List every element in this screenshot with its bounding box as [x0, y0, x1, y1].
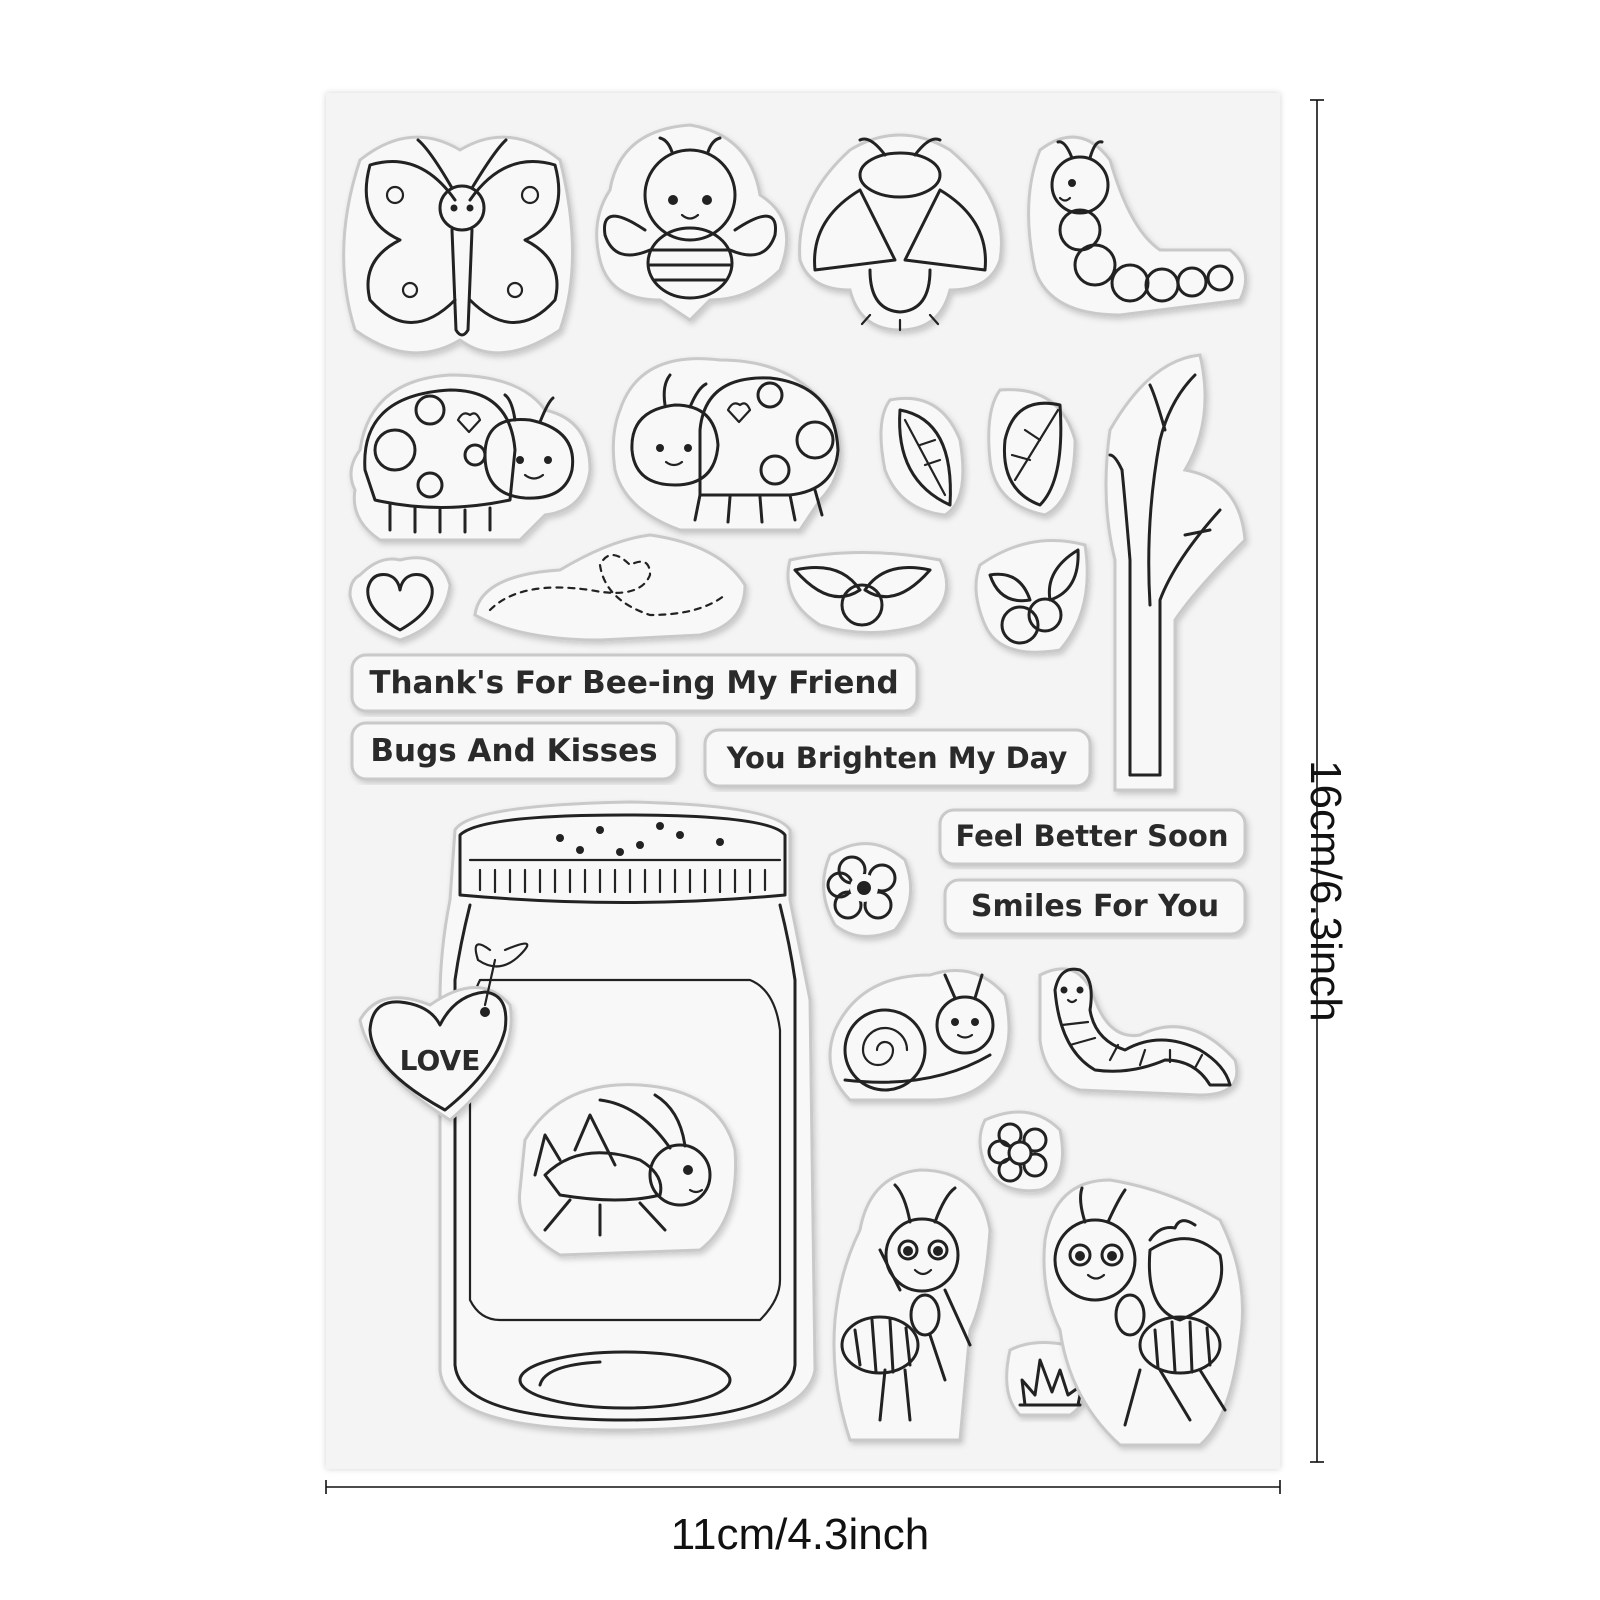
flower-icon	[980, 1112, 1063, 1191]
width-dimension-line	[326, 1480, 1280, 1494]
butterfly-icon	[344, 137, 573, 353]
berries-icon	[788, 553, 947, 633]
firefly-icon	[800, 135, 1002, 330]
grasshopper-icon	[520, 1085, 736, 1255]
phrase-bugs: Bugs And Kisses	[370, 733, 658, 769]
phrase-brighten-stamp	[705, 730, 1090, 786]
branch-icon	[1106, 355, 1245, 790]
bee-icon	[597, 125, 787, 320]
love-tag-label: LOVE	[399, 1044, 481, 1077]
flight-path-icon	[475, 535, 745, 640]
phrase-bugs-stamp	[352, 723, 677, 779]
phrase-smiles: Smiles For You	[970, 889, 1220, 924]
width-label: 11cm/4.3inch	[670, 1510, 930, 1559]
ladybug-icon	[351, 375, 590, 540]
worm-icon	[1040, 969, 1237, 1095]
phrase-brighten: You Brighten My Day	[726, 741, 1068, 775]
ant-icon	[834, 1170, 990, 1440]
phrase-friend-stamp	[352, 655, 917, 711]
heart-icon	[350, 558, 450, 640]
phrase-better-stamp	[940, 810, 1245, 864]
ladybug-icon	[613, 359, 840, 530]
phrase-better: Feel Better Soon	[955, 819, 1229, 853]
snail-icon	[830, 971, 1009, 1101]
caterpillar-icon	[1029, 137, 1246, 315]
height-label: 16cm/6.3inch	[1301, 760, 1350, 1022]
phrase-smiles-stamp	[945, 880, 1245, 934]
berries-icon	[976, 541, 1087, 653]
leaf-icon	[989, 390, 1075, 515]
flower-icon	[824, 844, 911, 937]
phrase-friend: Thank's For Bee-ing My Friend	[369, 665, 899, 701]
leaf-icon	[881, 398, 963, 515]
